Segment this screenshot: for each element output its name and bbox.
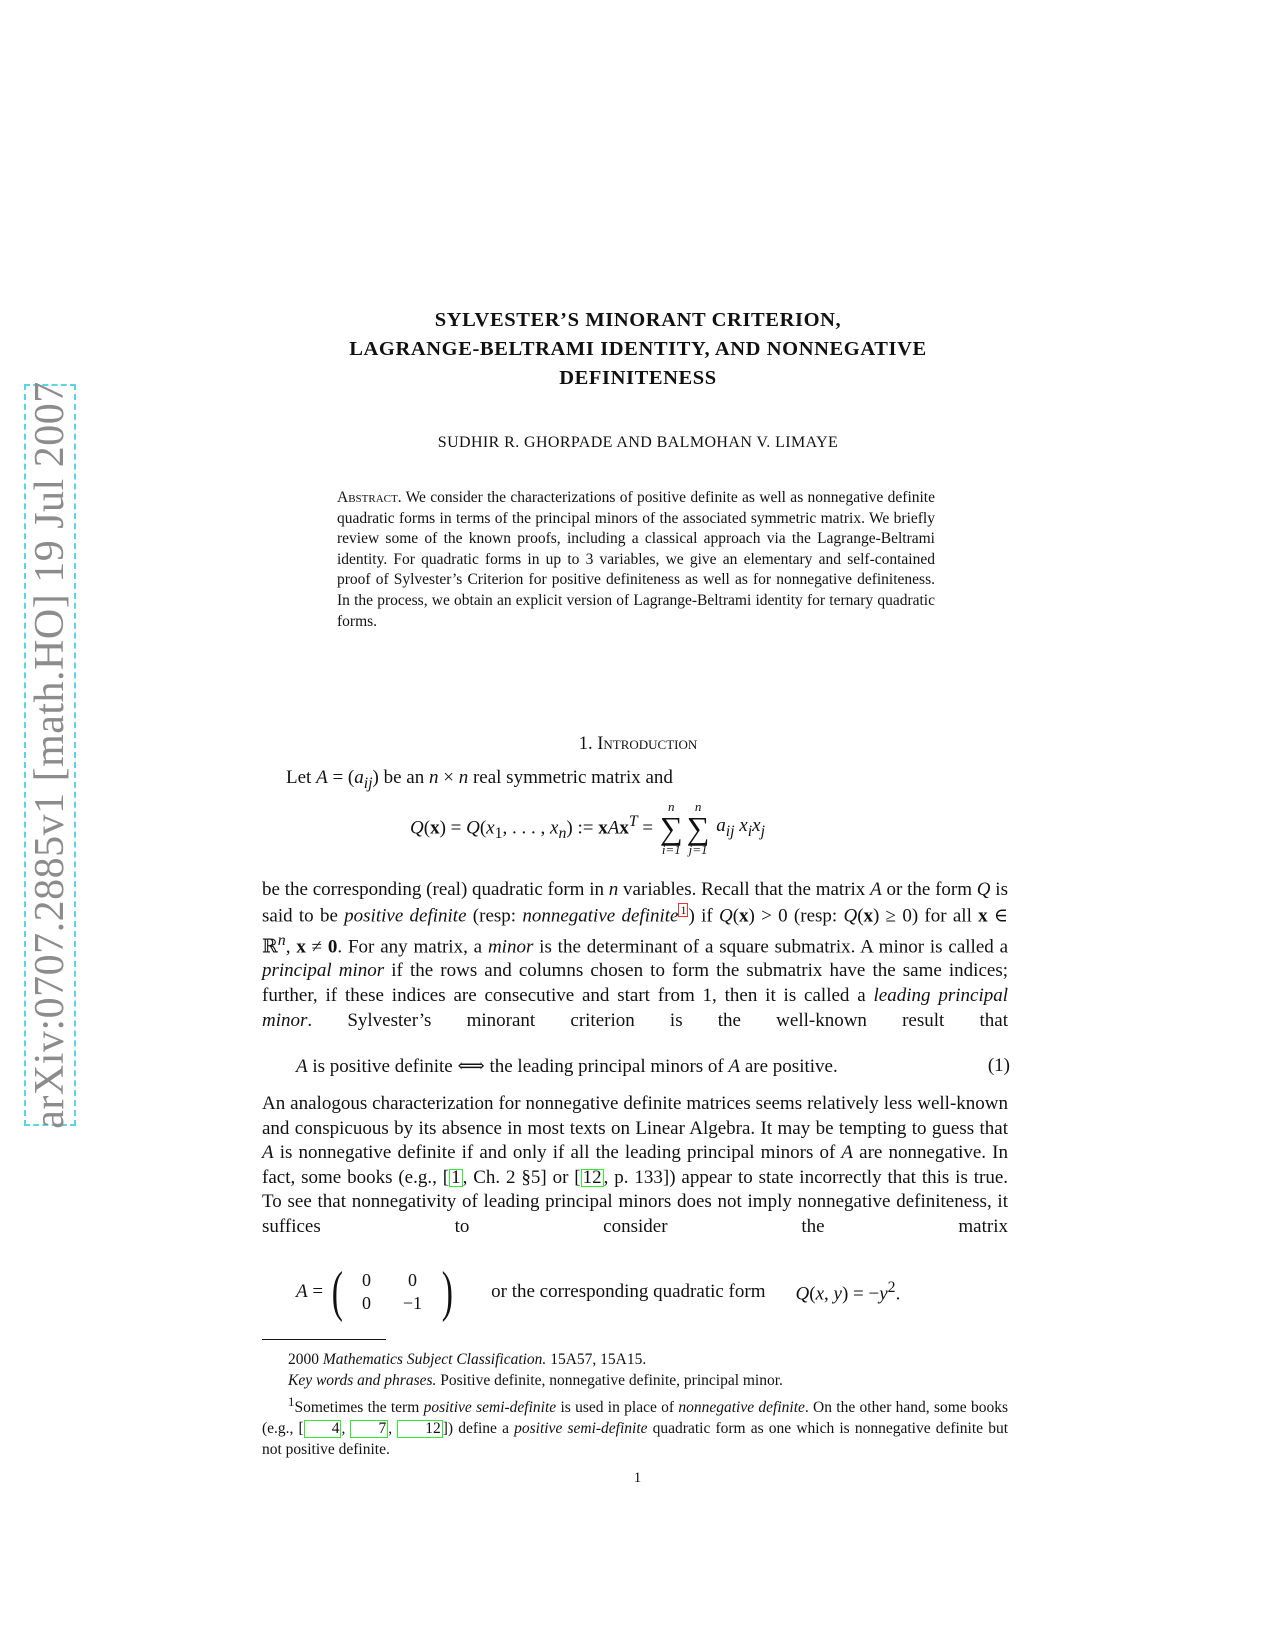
title-line-1: SYLVESTER’S MINORANT CRITERION, — [434, 309, 842, 331]
msc-footnote: 2000 Mathematics Subject Classification. 15A57, 15A15. — [288, 1351, 647, 1368]
abstract-text: We consider the characterizations of positive definite as well as nonnegative definite quadratic forms in terms of the principal minors of the associated symmetric matrix. We briefly review some of the known proofs, including a classical approach via the Lagrange-Beltrami identity. For quadratic forms in up to 3 variables, we give an elementary and self-contained proof of Sylvester’s Criterion for positive definiteness as well as for nonnegative definiteness. In the process, we obtain an explicit version of Lagrange-Beltrami identity for ternary quadratic forms. — [337, 489, 935, 630]
equation-number: (1) — [987, 1055, 1010, 1076]
abstract-label: Abstract. — [337, 489, 402, 506]
footnote-rule — [262, 1339, 386, 1340]
section-number: 1. — [578, 734, 593, 754]
title-line-3: DEFINITENESS — [559, 367, 717, 389]
intro-first-line: Let $A = (a_{ij})$ be an n × n real symmetric matrix and — [286, 767, 673, 792]
abstract — [337, 488, 935, 632]
citation-link[interactable]: 4 — [304, 1420, 342, 1438]
section-title: Introduction — [597, 734, 698, 754]
keywords-footnote: Key words and phrases. Positive definite, nonnegative definite, principal minor. — [288, 1372, 783, 1389]
section-heading — [264, 734, 1012, 755]
intro-paragraph-2: An analogous characterization for nonnegative definite matrices seems relatively less well-known and conspicuous by its absence in most texts on Linear Algebra. It may be tempting to guess that A is nonnegative definite if and only if all the leading principal minors of A are nonnegative. In fact, some books (e.g., [ 1 , Ch. 2 §5] or [ 12 , p. 133]) appear to state incorrectly that this is true. To see that nonnegativity of leading principal minors does not imply nonnegative definiteness, it suffices to consider the matrix — [262, 1093, 1009, 1237]
citation-link[interactable]: 1 — [451, 1166, 461, 1188]
footnote-1: $^1$Sometimes the term positive semi-definite is used in place of nonnegative definite. On the other hand, some books (e.g., [ 4 , 7 , 12 ]) define a positive semi-definite quadratic form as one which is nonnegative definite but not positive definite. — [262, 1394, 1008, 1459]
arxiv-stamp[interactable] — [24, 381, 76, 1129]
footnote-link[interactable]: 1 — [680, 902, 687, 917]
footnotes — [262, 1349, 1008, 1460]
intro-paragraph-1: be the corresponding (real) quadratic form in n variables. Recall that the matrix A or the form Q is said to be positive definite (resp: nonnegative definite 1 ) if Q(x) > 0 (resp: Q(x) ≥ 0) for all x ∈ ℝ$^n$, x ≠ 0. For any matrix, a minor is the determinant of a square submatrix. A minor is called a principal minor if the rows and columns chosen to form the submatrix have the same indices; further, if these indices are consecutive and start from 1, then it is called a leading principal minor. Sylvester’s minorant criterion is the well-known result that — [262, 879, 1009, 1031]
equation-1-text: the leading principal minors of — [489, 1056, 724, 1077]
matrix-entries: 0 0 0 −1 — [361, 1270, 423, 1313]
page-number: 1 — [633, 1470, 642, 1486]
quadratic-form-equation: $Q(x) = Q(x_1$, . . . , $x_n$) := xAx$^T$ = n ∑ i=1 n ∑ j=1 $a_{ij}$ $x_ix_j$ — [410, 799, 765, 857]
counterexample-matrix: A = ( 0 0 0 −1 ) or the corresponding quadratic form Q(x, $y) = -y^2$. — [296, 1261, 901, 1323]
title-line-2: LAGRANGE-BELTRAMI IDENTITY, AND NONNEGATIVE — [349, 338, 927, 360]
citation-link[interactable]: 7 — [350, 1420, 388, 1438]
equation-1: A is positive definite ⟺ the leading principal minors of A are positive. (1) — [296, 1055, 1010, 1077]
citation-link[interactable]: 12 — [397, 1420, 443, 1438]
authors: SUDHIR R. GHORPADE AND BALMOHAN V. LIMAYE — [437, 434, 839, 451]
arxiv-identifier: arXiv:0707.2885v1 [math.HO] 19 Jul 2007 — [27, 381, 73, 1129]
paper-title — [264, 306, 1012, 393]
matrix-caption: or the corresponding quadratic form — [491, 1281, 766, 1302]
citation-link[interactable]: 12 — [582, 1166, 602, 1188]
